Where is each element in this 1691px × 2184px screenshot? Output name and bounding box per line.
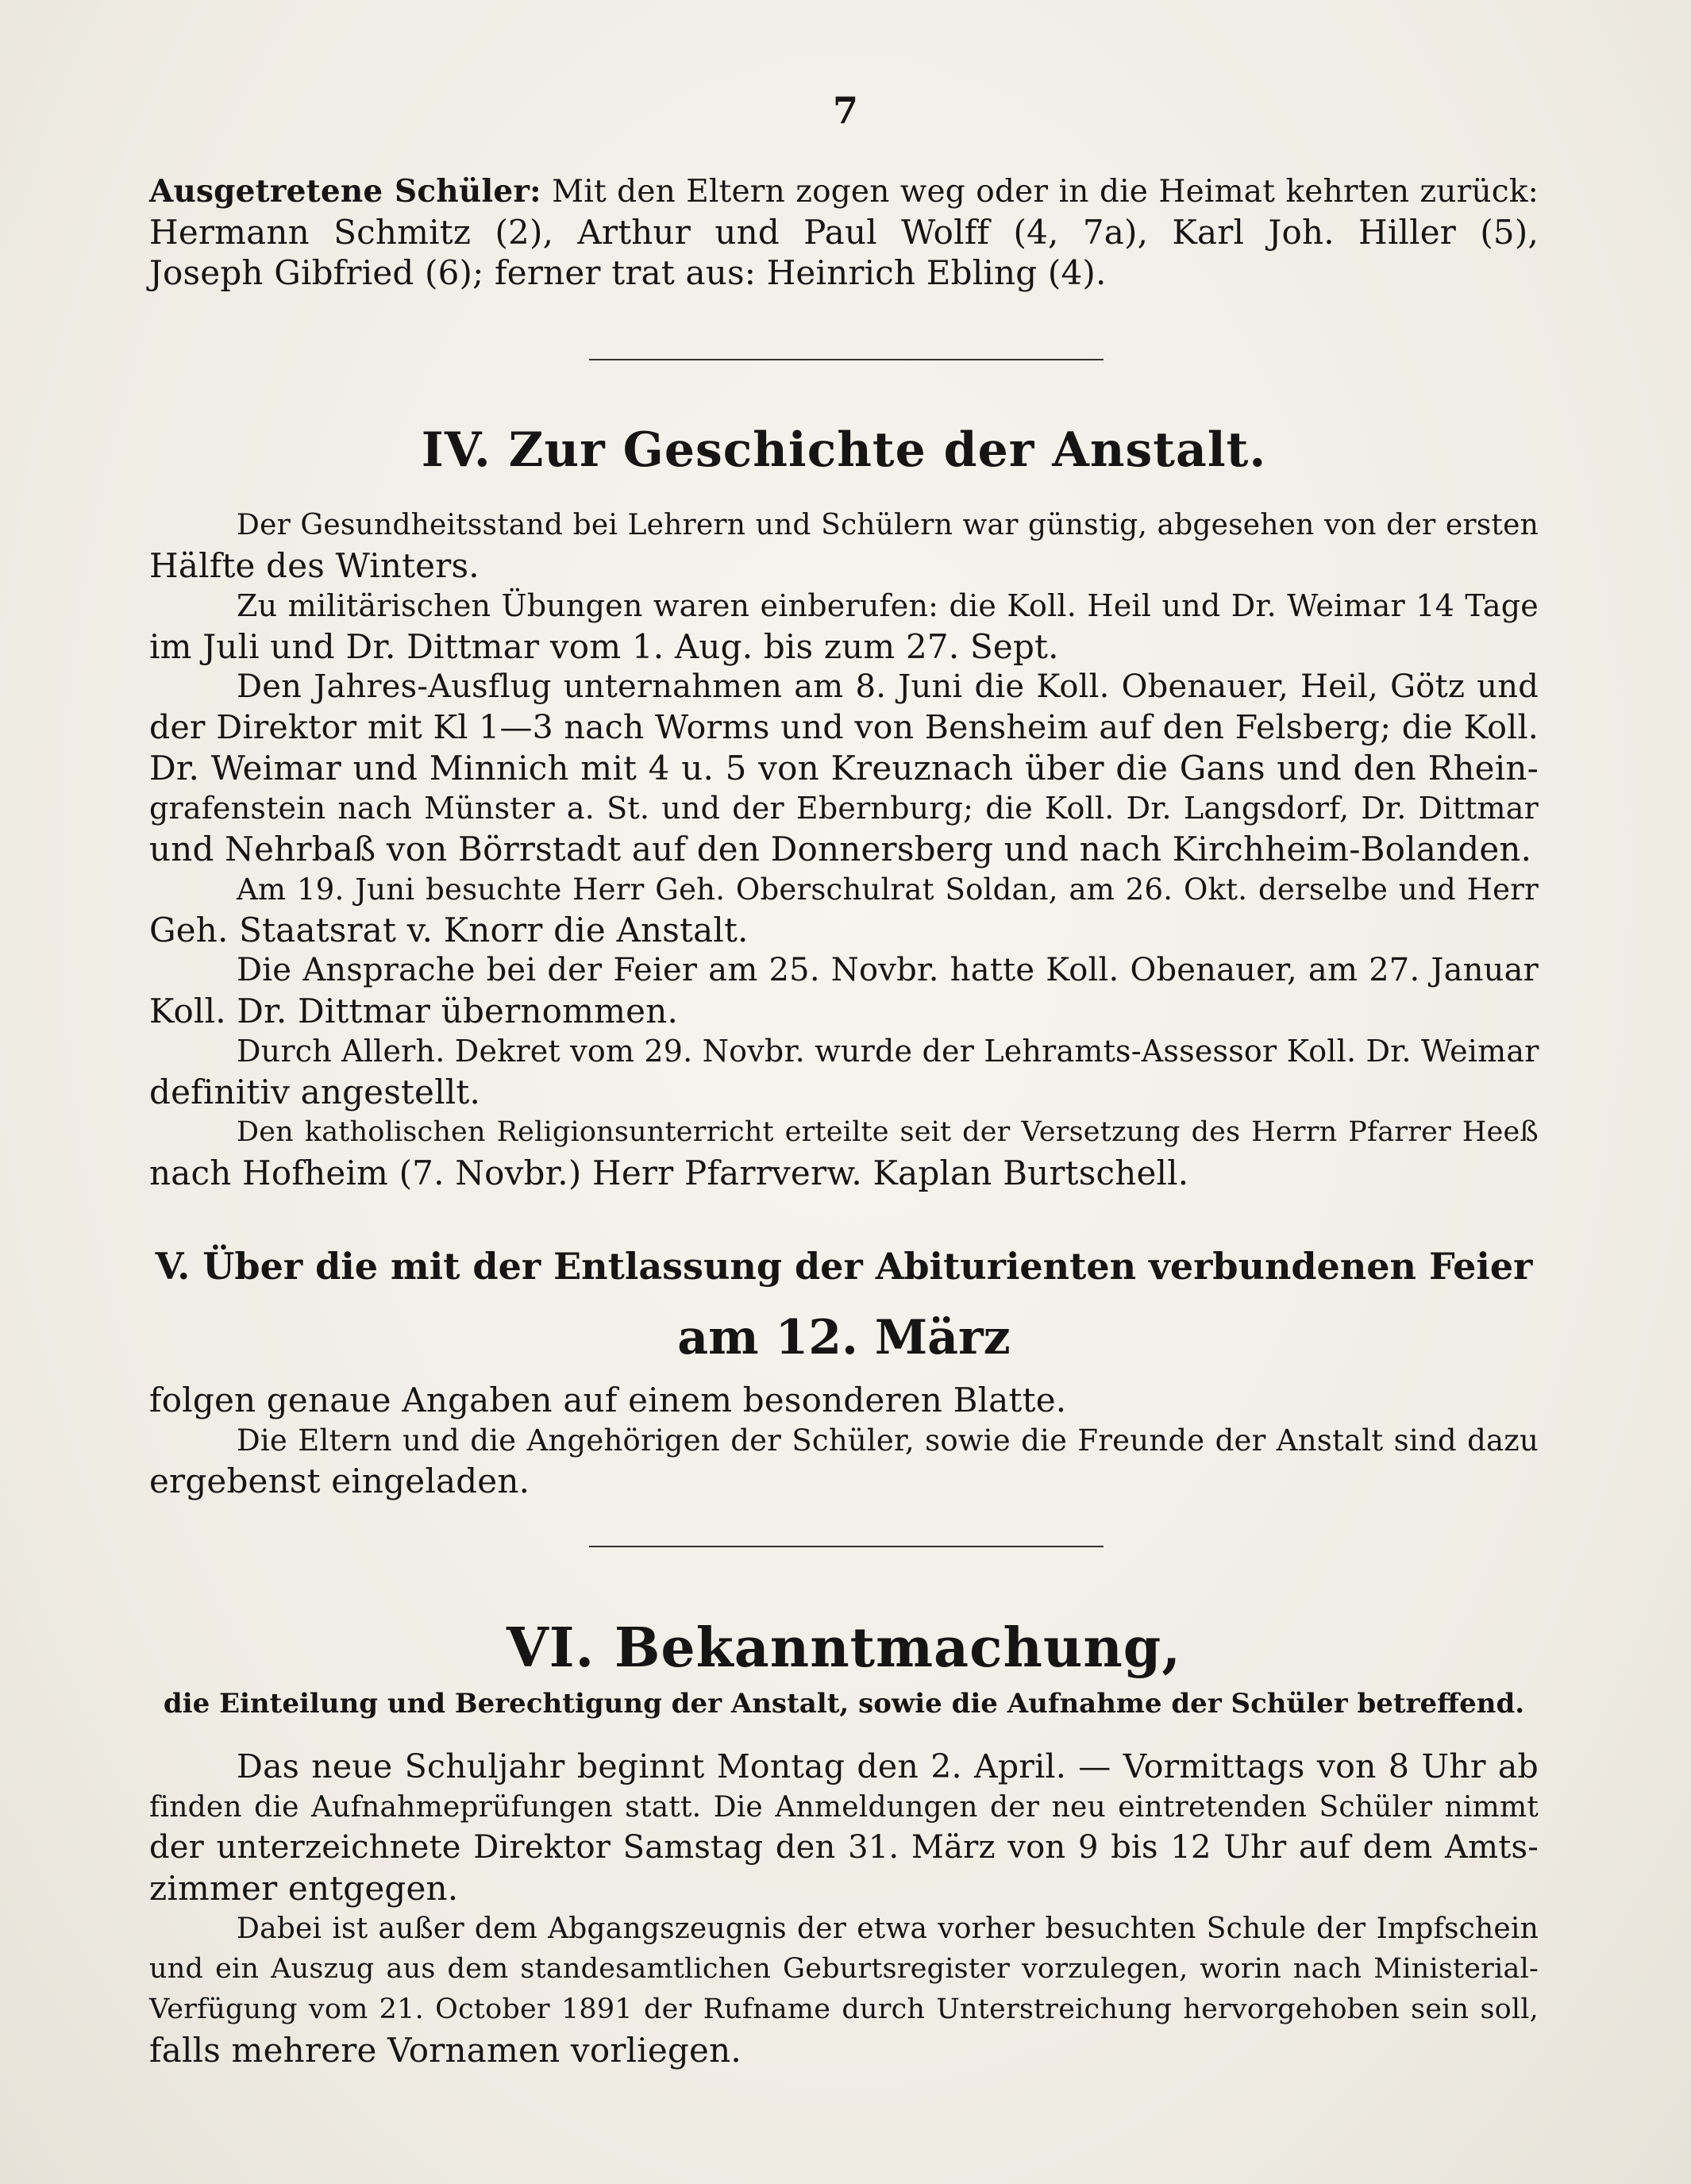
section-iv-heading: IV. Zur Geschichte der Anstalt. (421, 422, 1267, 478)
section-iv-body (149, 505, 1539, 1193)
section-v-heading: V. Über die mit der Entlassung der Abiturienten verbundenen Feier (155, 1245, 1533, 1288)
iv-line-5: Den Jahres-Ausflug unternahmen am 8. Juni die Koll. Obenauer, Heil, Götz und (237, 668, 1539, 705)
iv-line-13: Koll. Dr. Dittmar übernommen. (149, 992, 679, 1030)
iv-line-15: definitiv angestellt. (149, 1073, 481, 1111)
iv-line-12: Die Ansprache bei der Feier am 25. Novbr. hatte Koll. Obenauer, am 27. Januar (237, 952, 1539, 988)
iv-line-1: Der Gesundheitsstand bei Lehrern und Schülern war günstig, abgesehen von der ersten (237, 509, 1539, 541)
vi-line-7: Verfügung vom 21. October 1891 der Rufname durch Unterstreichung hervorgehoben sein soll, (149, 1993, 1539, 2025)
section-vi-heading: VI. Bekanntmachung, (506, 1616, 1182, 1680)
iv-line-16: Den katholischen Religionsunterricht erteilte seit der Versetzung des Herrn Pfarrer Heeß (237, 1116, 1539, 1148)
iv-line-14: Durch Allerh. Dekret vom 29. Novbr. wurde der Lehramts-Assessor Koll. Dr. Weimar (237, 1034, 1539, 1069)
vi-line-1: Das neue Schuljahr beginnt Montag den 2. April. — Vormittags von 8 Uhr ab (237, 1747, 1539, 1785)
departed-students-paragraph (149, 171, 1539, 293)
iv-line-8: grafenstein nach Münster a. St. und der Ebernburg; die Koll. Dr. Langsdorf, Dr. Dittmar (149, 791, 1539, 826)
iv-line-17: nach Hofheim (7. Novbr.) Herr Pfarrverw. Kaplan Burtschell. (149, 1154, 1189, 1192)
departed-line-2: Hermann Schmitz (2), Arthur und Paul Wolff (4, 7a), Karl Joh. Hiller (5), (149, 213, 1539, 252)
iv-line-2: Hälfte des Winters. (149, 546, 480, 585)
v-line-2: Die Eltern und die Angehörigen der Schüler, sowie die Freunde der Anstalt sind dazu (237, 1423, 1539, 1458)
iv-line-3: Zu militärischen Übungen waren einberufen: die Koll. Heil und Dr. Weimar 14 Tage (237, 588, 1539, 623)
departed-line-1: Mit den Eltern zogen weg oder in die Heimat kehrten zurück: (552, 174, 1539, 210)
section-v-heading-date: am 12. März (677, 1310, 1011, 1365)
iv-line-10: Am 19. Juni besuchte Herr Geh. Oberschulrat Soldan, am 26. Okt. derselbe und Herr (237, 872, 1539, 907)
page-number: 7 (832, 89, 858, 132)
vi-line-6: und ein Auszug aus dem standesamtlichen Geburtsregister vorzulegen, worin nach Ministerial- (149, 1953, 1539, 1985)
departed-line-3: Joseph Gibfried (6); ferner trat aus: Heinrich Ebling (4). (149, 253, 1107, 292)
vi-line-3: der unterzeichnete Direktor Samstag den 31. März von 9 bis 12 Uhr auf dem Amts- (149, 1829, 1539, 1866)
v-line-3: ergebenst eingeladen. (149, 1462, 530, 1500)
vi-line-8: falls mehrere Vornamen vorliegen. (149, 2031, 741, 2070)
iv-line-7: Dr. Weimar und Minnich mit 4 u. 5 von Kreuznach über die Gans und den Rhein- (149, 749, 1539, 788)
vi-line-5: Dabei ist außer dem Abgangszeugnis der etwa vorher besuchten Schule der Impfschein (237, 1912, 1539, 1945)
vi-line-2: finden die Aufnahmeprüfungen statt. Die Anmeldungen der neu eintretenden Schüler nimmt (149, 1791, 1539, 1824)
show-through-text (167, 135, 178, 175)
iv-line-6: der Direktor mit Kl 1—3 nach Worms und von Bensheim auf den Felsberg; die Koll. (149, 708, 1539, 746)
v-line-1: folgen genaue Angaben auf einem besonderen Blatte. (149, 1381, 1067, 1419)
iv-line-4: im Juli und Dr. Dittmar vom 1. Aug. bis zum 27. Sept. (149, 627, 1059, 666)
departed-label: Ausgetretene Schüler: (149, 173, 541, 210)
section-vi-body (149, 1747, 1539, 2070)
section-vi-subheading: die Einteilung und Berechtigung der Anstalt, sowie die Aufnahme der Schüler betreffend. (163, 1688, 1525, 1720)
section-divider (589, 1546, 1104, 1547)
section-divider (589, 359, 1104, 360)
iv-line-11: Geh. Staatsrat v. Knorr die Anstalt. (149, 911, 749, 949)
vi-line-4: zimmer entgegen. (149, 1869, 459, 1908)
text-line (149, 171, 1539, 212)
section-v-body (149, 1380, 1539, 1501)
iv-line-9: und Nehrbaß von Börrstadt auf den Donnersberg und nach Kirchheim-Bolanden. (149, 830, 1532, 869)
